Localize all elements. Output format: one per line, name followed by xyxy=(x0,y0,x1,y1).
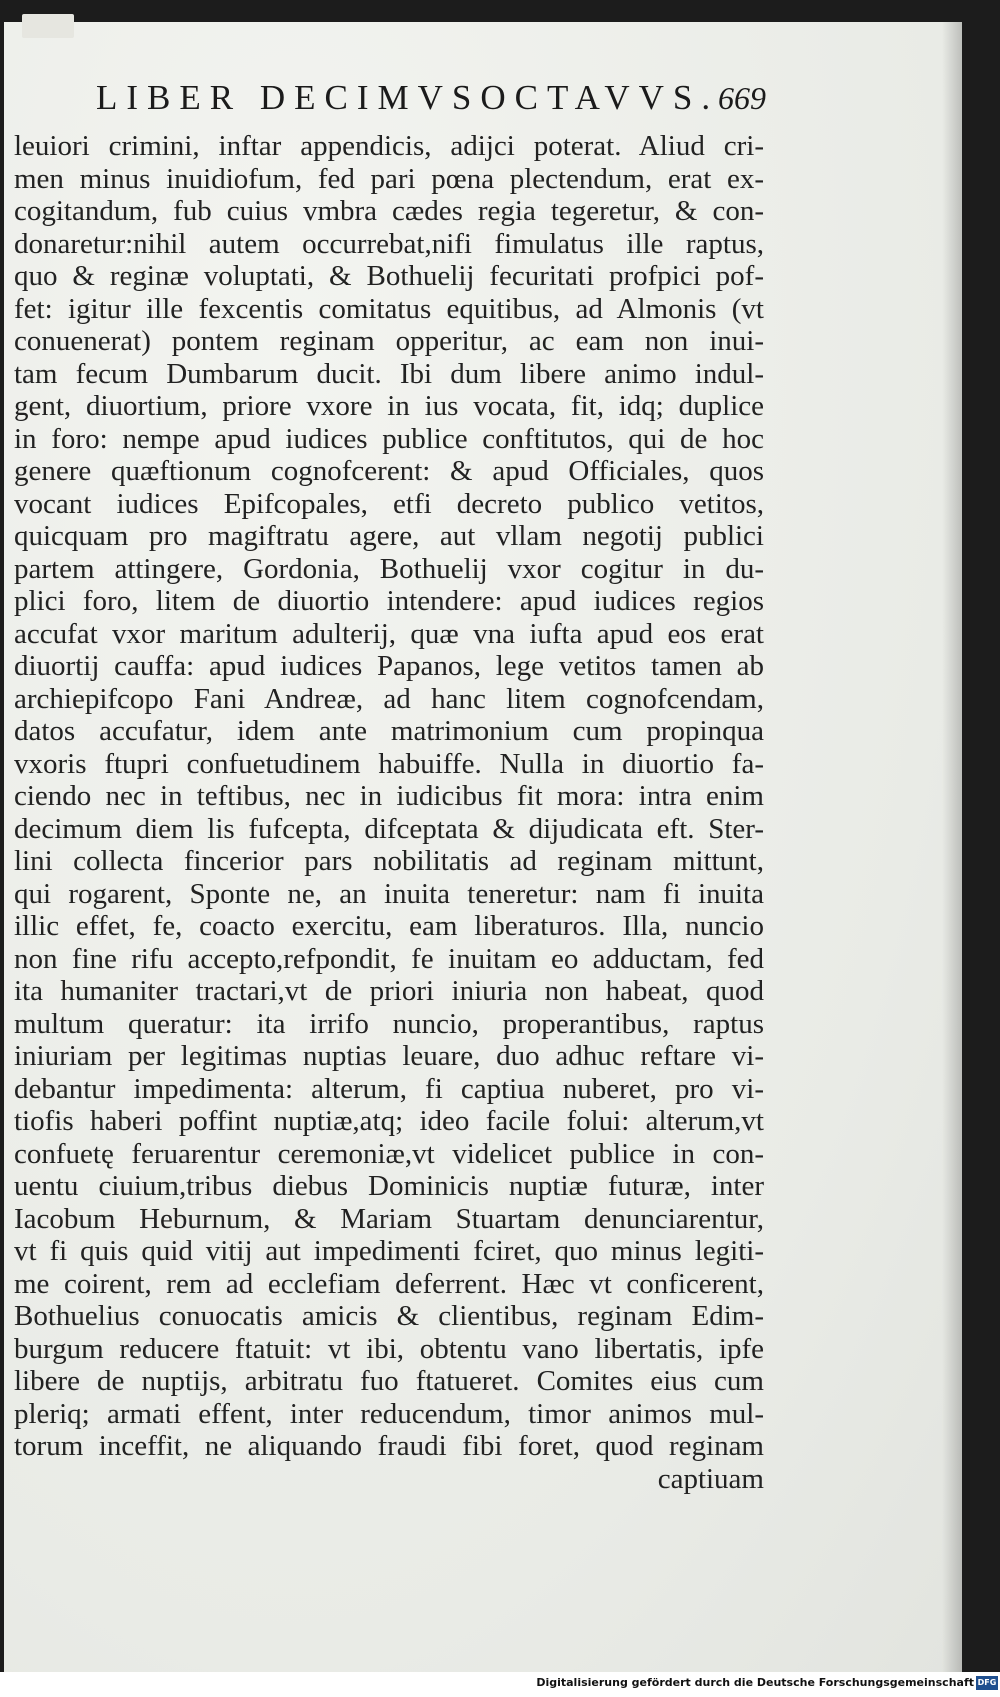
text-line: plici foro, litem de diuortio intendere: apud iudices regios xyxy=(14,585,764,617)
text-line: libere de nuptijs, arbitratu fuo ftatueret. Comites eius cum xyxy=(14,1365,764,1397)
text-line: leuiori crimini, inftar appendicis, adijci poterat. Aliud cri- xyxy=(14,130,764,162)
text-line: illic effet, fe, coacto exercitu, eam liberaturos. Illa, nuncio xyxy=(14,910,764,942)
text-line: diuortij cauffa: apud iudices Papanos, lege vetitos tamen ab xyxy=(14,650,764,682)
text-line: torum inceffit, ne aliquando fraudi fibi foret, quod reginam xyxy=(14,1430,764,1462)
running-head: LIBER DECIMVSOCTAVVS. xyxy=(96,78,720,117)
text-line: decimum diem lis fufcepta, difceptata & dijudicata eft. Ster- xyxy=(14,812,764,845)
text-line: pleriq; armati effent, inter reducendum, timor animos mul- xyxy=(14,1397,764,1430)
text-line: multum queratur: ita irrifo nuncio, properantibus, raptus xyxy=(14,1007,764,1040)
text-line: donaretur:nihil autem occurrebat,nifi fimulatus ille raptus, xyxy=(14,227,764,260)
text-line: burgum reducere ftatuit: vt ibi, obtentu vano libertatis, ipfe xyxy=(14,1332,764,1365)
book-page xyxy=(4,22,962,1672)
digitization-credit: Digitalisierung gefördert durch die Deutsche Forschungsgemeinschaft xyxy=(536,1676,974,1689)
page-number: 669 xyxy=(718,80,766,116)
text-line: non fine rifu accepto,refpondit, fe inuitam eo adductam, fed xyxy=(14,942,764,975)
text-line: vocant iudices Epifcopales, etfi decreto publico vetitos, xyxy=(14,487,764,520)
credit-bar xyxy=(0,1672,1000,1697)
text-line: cogitandum, fub cuius vmbra cædes regia tegeretur, & con- xyxy=(14,195,764,227)
text-line: archiepifcopo Fani Andreæ, ad hanc litem cognofcendam, xyxy=(14,682,764,715)
text-line: partem attingere, Gordonia, Bothuelij vxor cogitur in du- xyxy=(14,552,764,585)
text-line: quicquam pro magiftratu agere, aut vllam negotij publici xyxy=(14,520,764,552)
body-text xyxy=(14,130,764,1495)
text-line: vxoris ftupri confuetudinem habuiffe. Nulla in diuortio fa- xyxy=(14,747,764,780)
text-line: tiofis haberi poffint nuptiæ,atq; ideo facile folui: alterum,vt xyxy=(14,1105,764,1137)
text-line: me coirent, rem ad ecclefiam deferrent. Hæc vt conficerent, xyxy=(14,1267,764,1300)
text-line: in foro: nempe apud iudices publice conftitutos, qui de hoc xyxy=(14,422,764,455)
text-line: qui rogarent, Sponte ne, an inuita teneretur: nam fi inuita xyxy=(14,877,764,910)
text-line: ciendo nec in teftibus, nec in iudicibus fit mora: intra enim xyxy=(14,780,764,812)
text-line: gent, diuortium, priore vxore in ius vocata, fit, idq; duplice xyxy=(14,390,764,422)
text-line: uentu ciuium,tribus diebus Dominicis nuptiæ futuræ, inter xyxy=(14,1170,764,1202)
text-line: ita humaniter tractari,vt de priori iniuria non habeat, quod xyxy=(14,975,764,1007)
text-line: captiuam xyxy=(657,1462,764,1495)
text-line: fet: igitur ille fexcentis comitatus equitibus, ad Almonis (vt xyxy=(14,292,764,325)
text-line: conuenerat) pontem reginam opperitur, ac eam non inui- xyxy=(14,325,764,357)
text-line: iniuriam per legitimas nuptias leuare, duo adhuc reftare vi- xyxy=(14,1040,764,1072)
text-line: confuetę feruarentur ceremoniæ,vt videlicet publice in con- xyxy=(14,1137,764,1170)
text-line: debantur impedimenta: alterum, fi captiua nuberet, pro vi- xyxy=(14,1072,764,1105)
text-line: lini collecta fincerior pars nobilitatis ad reginam mittunt, xyxy=(14,845,764,877)
text-line: datos accufatur, idem ante matrimonium cum propinqua xyxy=(14,715,764,747)
text-line: Iacobum Heburnum, & Mariam Stuartam denunciarentur, xyxy=(14,1202,764,1235)
text-line: accufat vxor maritum adulterij, quæ vna iufta apud eos erat xyxy=(14,617,764,650)
text-line: Bothuelius conuocatis amicis & clientibus, reginam Edim- xyxy=(14,1300,764,1332)
page-gutter-shadow xyxy=(942,22,962,1672)
text-line: men minus inuidiofum, fed pari pœna plectendum, erat ex- xyxy=(14,162,764,195)
text-line: vt fi quis quid vitij aut impedimenti fciret, quo minus legiti- xyxy=(14,1235,764,1267)
page-tab xyxy=(22,14,74,38)
dfg-logo: DFG xyxy=(976,1676,998,1690)
text-line: genere quæftionum cognofcerent: & apud Officiales, quos xyxy=(14,455,764,487)
text-line: tam fecum Dumbarum ducit. Ibi dum libere animo indul- xyxy=(14,357,764,390)
text-line: quo & reginæ voluptati, & Bothuelij fecuritati profpici pof- xyxy=(14,260,764,292)
